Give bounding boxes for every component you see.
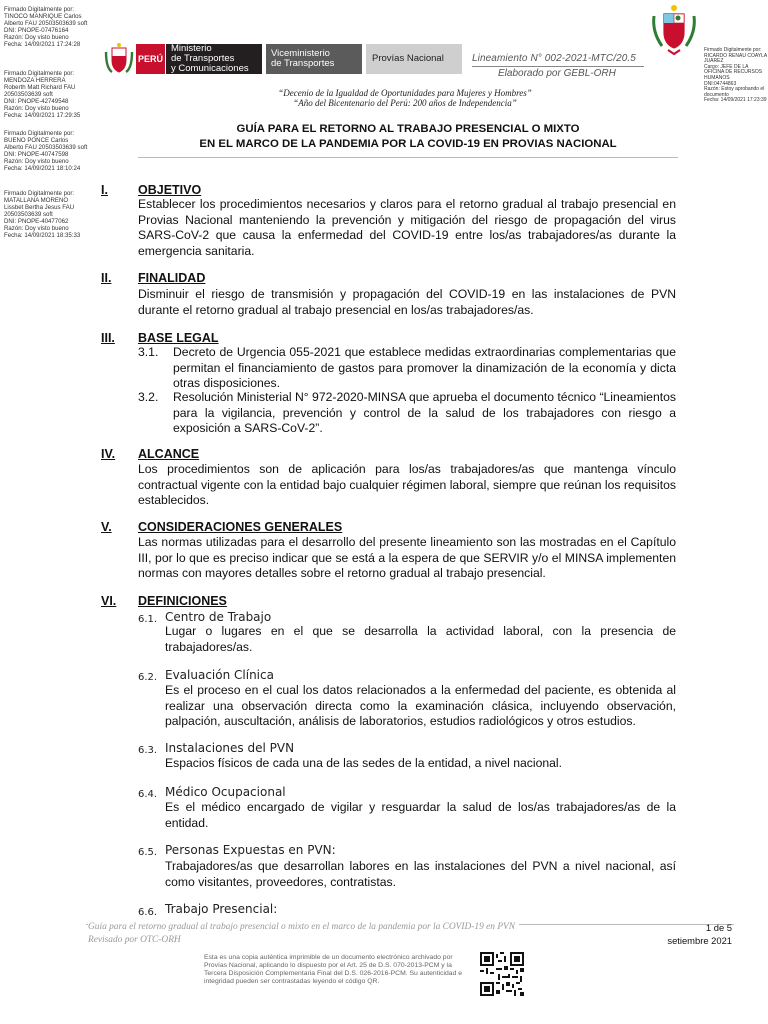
page-number: 1 de 5 <box>705 922 732 933</box>
legal-item-2-number: 3.2. <box>138 390 159 404</box>
section-5-heading: CONSIDERACIONES GENERALES <box>138 520 343 534</box>
definition-4-number: 6.4. <box>138 789 158 800</box>
footer-document-title: Guía para el retorno gradual al trabajo presencial o mixto en el marco de la pandemia por la COVID-19 en PVN <box>88 922 519 932</box>
definition-6-number: 6.6. <box>138 907 158 918</box>
decade-motto: “Decenio de la Igualdad de Oportunidades para Mujeres y Hombres” <box>278 88 532 98</box>
definition-5-term: Personas Expuestas en PVN: <box>165 843 336 857</box>
signature-stamp-2: Firmado Digitalmente por: MENDOZA HERRERA Roberth Matt Richard FAU 20503503639 soft DNI: PNOPE-42749548 Razón: Doy visto bueno Fecha: 14/09/2021 17:29:35 <box>4 70 81 119</box>
document-title-line-1: GUÍA PARA EL RETORNO AL TRABAJO PRESENCIAL O MIXTO <box>236 123 580 135</box>
prepared-by: Elaborado por GEBL-ORH <box>498 68 616 79</box>
header-peru-block: PERÚ <box>136 44 165 74</box>
section-3-number: III. <box>101 331 115 345</box>
header-divider <box>472 66 644 67</box>
definition-2-number: 6.2. <box>138 672 158 683</box>
footer-reviewed-by: Revisado por OTC-ORH <box>88 935 181 945</box>
section-4-text: Los procedimientos son de aplicación para los/as trabajadores/as que mantenga vínculo contractual vigente con la entidad bajo cualquier régimen laboral, siempre que reúnan los requisitos establecidos. <box>138 462 676 507</box>
definition-1-term: Centro de Trabajo <box>165 610 272 624</box>
definition-4-term: Médico Ocupacional <box>165 785 286 799</box>
footer-date: setiembre 2021 <box>667 935 732 946</box>
header-ministry-block: Ministerio de Transportes y Comunicaciones <box>166 44 262 74</box>
definition-3-number: 6.3. <box>138 745 158 756</box>
definition-5-number: 6.5. <box>138 847 158 858</box>
definition-1-number: 6.1. <box>138 614 158 625</box>
legal-item-1-text: Decreto de Urgencia 055-2021 que establece medidas extraordinarias complementarias que permitan el financiamiento de gastos para promover la dinamización de la economía y dicta otras disposiciones. <box>173 345 676 390</box>
qr-code-icon <box>480 952 524 996</box>
definition-2-description: Es el proceso en el cual los datos relacionados a la enfermedad del paciente, es obtenida al realizar una observación directa como la examinación clásica, incluyendo observación, palpación, auscultación, análisis de laboratorios, estudios radiológicos y otros estudios. <box>165 683 676 728</box>
section-6-number: VI. <box>101 594 117 608</box>
legal-item-2-text: Resolución Ministerial N° 972-2020-MINSA que aprueba el documento técnico “Lineamientos para la vigilancia, prevención y control de la salud de los trabajadores con riesgo a exposición a SARS-CoV-2”. <box>173 390 676 435</box>
definition-3-description: Espacios físicos de cada una de las sedes de la entidad, a nivel nacional. <box>165 756 563 770</box>
document-title-line-2: EN EL MARCO DE LA PANDEMIA POR LA COVID-19 EN PROVIAS NACIONAL <box>199 138 617 150</box>
definition-1-description: Lugar o lugares en el que se desarrolla la actividad laboral, con la presencia de trabajadores/as. <box>165 624 676 654</box>
section-5-text: Las normas utilizadas para el desarrollo del presente lineamiento son las mostradas en el Capítulo III, por lo que es preciso indicar que se está a la espera de que SERVIR y/o el MINSA implementen normas con mayores detalles sobre el retorno gradual al trabajo presencial. <box>138 535 676 580</box>
section-6-heading: DEFINICIONES <box>138 594 227 608</box>
header-viceministry-block: Viceministerio de Transportes <box>266 44 362 74</box>
signature-stamp-1: Firmado Digitalmente por: TINOCO MANRIQUE Carlos Alberto FAU 20503503639 soft DNI: PNOPE-07476164 Razón: Doy visto bueno Fecha: 14/09/2021 17:24:28 <box>4 6 88 48</box>
document-code: Lineamiento N° 002-2021-MTC/20.5 <box>472 53 636 64</box>
peru-shield-icon <box>104 42 134 76</box>
section-4-number: IV. <box>101 447 116 461</box>
signature-stamp-3: Firmado Digitalmente por: BUENO PONCE Carlos Alberto FAU 20503503639 soft DNI: PNOPE-40747598 Razón: Doy visto bueno Fecha: 14/09/2021 18:10:24 <box>4 130 88 172</box>
header-provias-block: Provías Nacional <box>366 44 462 74</box>
section-2-text: Disminuir el riesgo de transmisión y propagación del COVID-19 en las instalaciones de PVN durante el retorno gradual al trabajo presencial en los/as trabajadores/as. <box>138 287 676 317</box>
section-3-heading: BASE LEGAL <box>138 331 219 345</box>
signature-stamp-approver: Firmado Digitalmente por: RICARDO RENAU COAYLA JUAREZ Cargo: JEFE DE LA OFICINA DE RECURSOS HUMANOS DNI:04744863 Razón: Estoy aprobando el documento Fecha: 14/09/2021 17:23:39 <box>704 47 768 104</box>
section-4-heading: ALCANCE <box>138 447 200 461</box>
year-motto: “Año del Bicentenario del Perú: 200 años de Independencia” <box>293 98 517 108</box>
definition-3-term: Instalaciones del PVN <box>165 741 295 755</box>
legal-item-1-number: 3.1. <box>138 345 159 359</box>
definition-2-term: Evaluación Clínica <box>165 668 274 682</box>
authenticity-note: Esta es una copia auténtica imprimible de un documento electrónico archivado por Provías Nacional, aplicando lo dispuesto por el Art. 25 de D.S. 070-2013-PCM y la Tercera Disposición Complementaria Final del D.S. 026-2016-PCM. Su autenticidad e integridad pueden ser contrastadas leyendo el código QR. <box>204 954 463 985</box>
definition-5-description: Trabajadores/as que desarrollan labores en las instalaciones del PVN a nivel nacional, así como visitantes, proveedores, contratistas. <box>165 859 676 889</box>
section-2-number: II. <box>101 271 112 285</box>
section-2-heading: FINALIDAD <box>138 271 206 285</box>
section-1-heading: OBJETIVO <box>138 183 202 197</box>
title-divider <box>138 157 678 158</box>
signature-stamp-4: Firmado Digitalmente por: MATALLANA MORENO Lissbet Bertha Jesus FAU 20503503639 soft DNI: PNOPE-40477062 Razón: Doy visto bueno Fecha: 14/09/2021 18:35:33 <box>4 190 81 239</box>
definition-4-description: Es el médico encargado de vigilar y resguardar la salud de los/as trabajadores/as de la entidad. <box>165 800 676 830</box>
section-5-number: V. <box>101 520 112 534</box>
section-1-text: Establecer los procedimientos necesarios y claros para el retorno gradual al trabajo presencial en Provias Nacional manteniendo la prevención y mitigación del riesgo de propagación del virus SARS-CoV-2 que causa la enfermedad del COVID-19 entre los/as trabajadores/as durante la emergencia sanitaria. <box>138 197 676 258</box>
section-1-number: I. <box>101 183 108 197</box>
coat-of-arms-icon <box>648 2 700 58</box>
definition-6-term: Trabajo Presencial: <box>165 902 278 916</box>
